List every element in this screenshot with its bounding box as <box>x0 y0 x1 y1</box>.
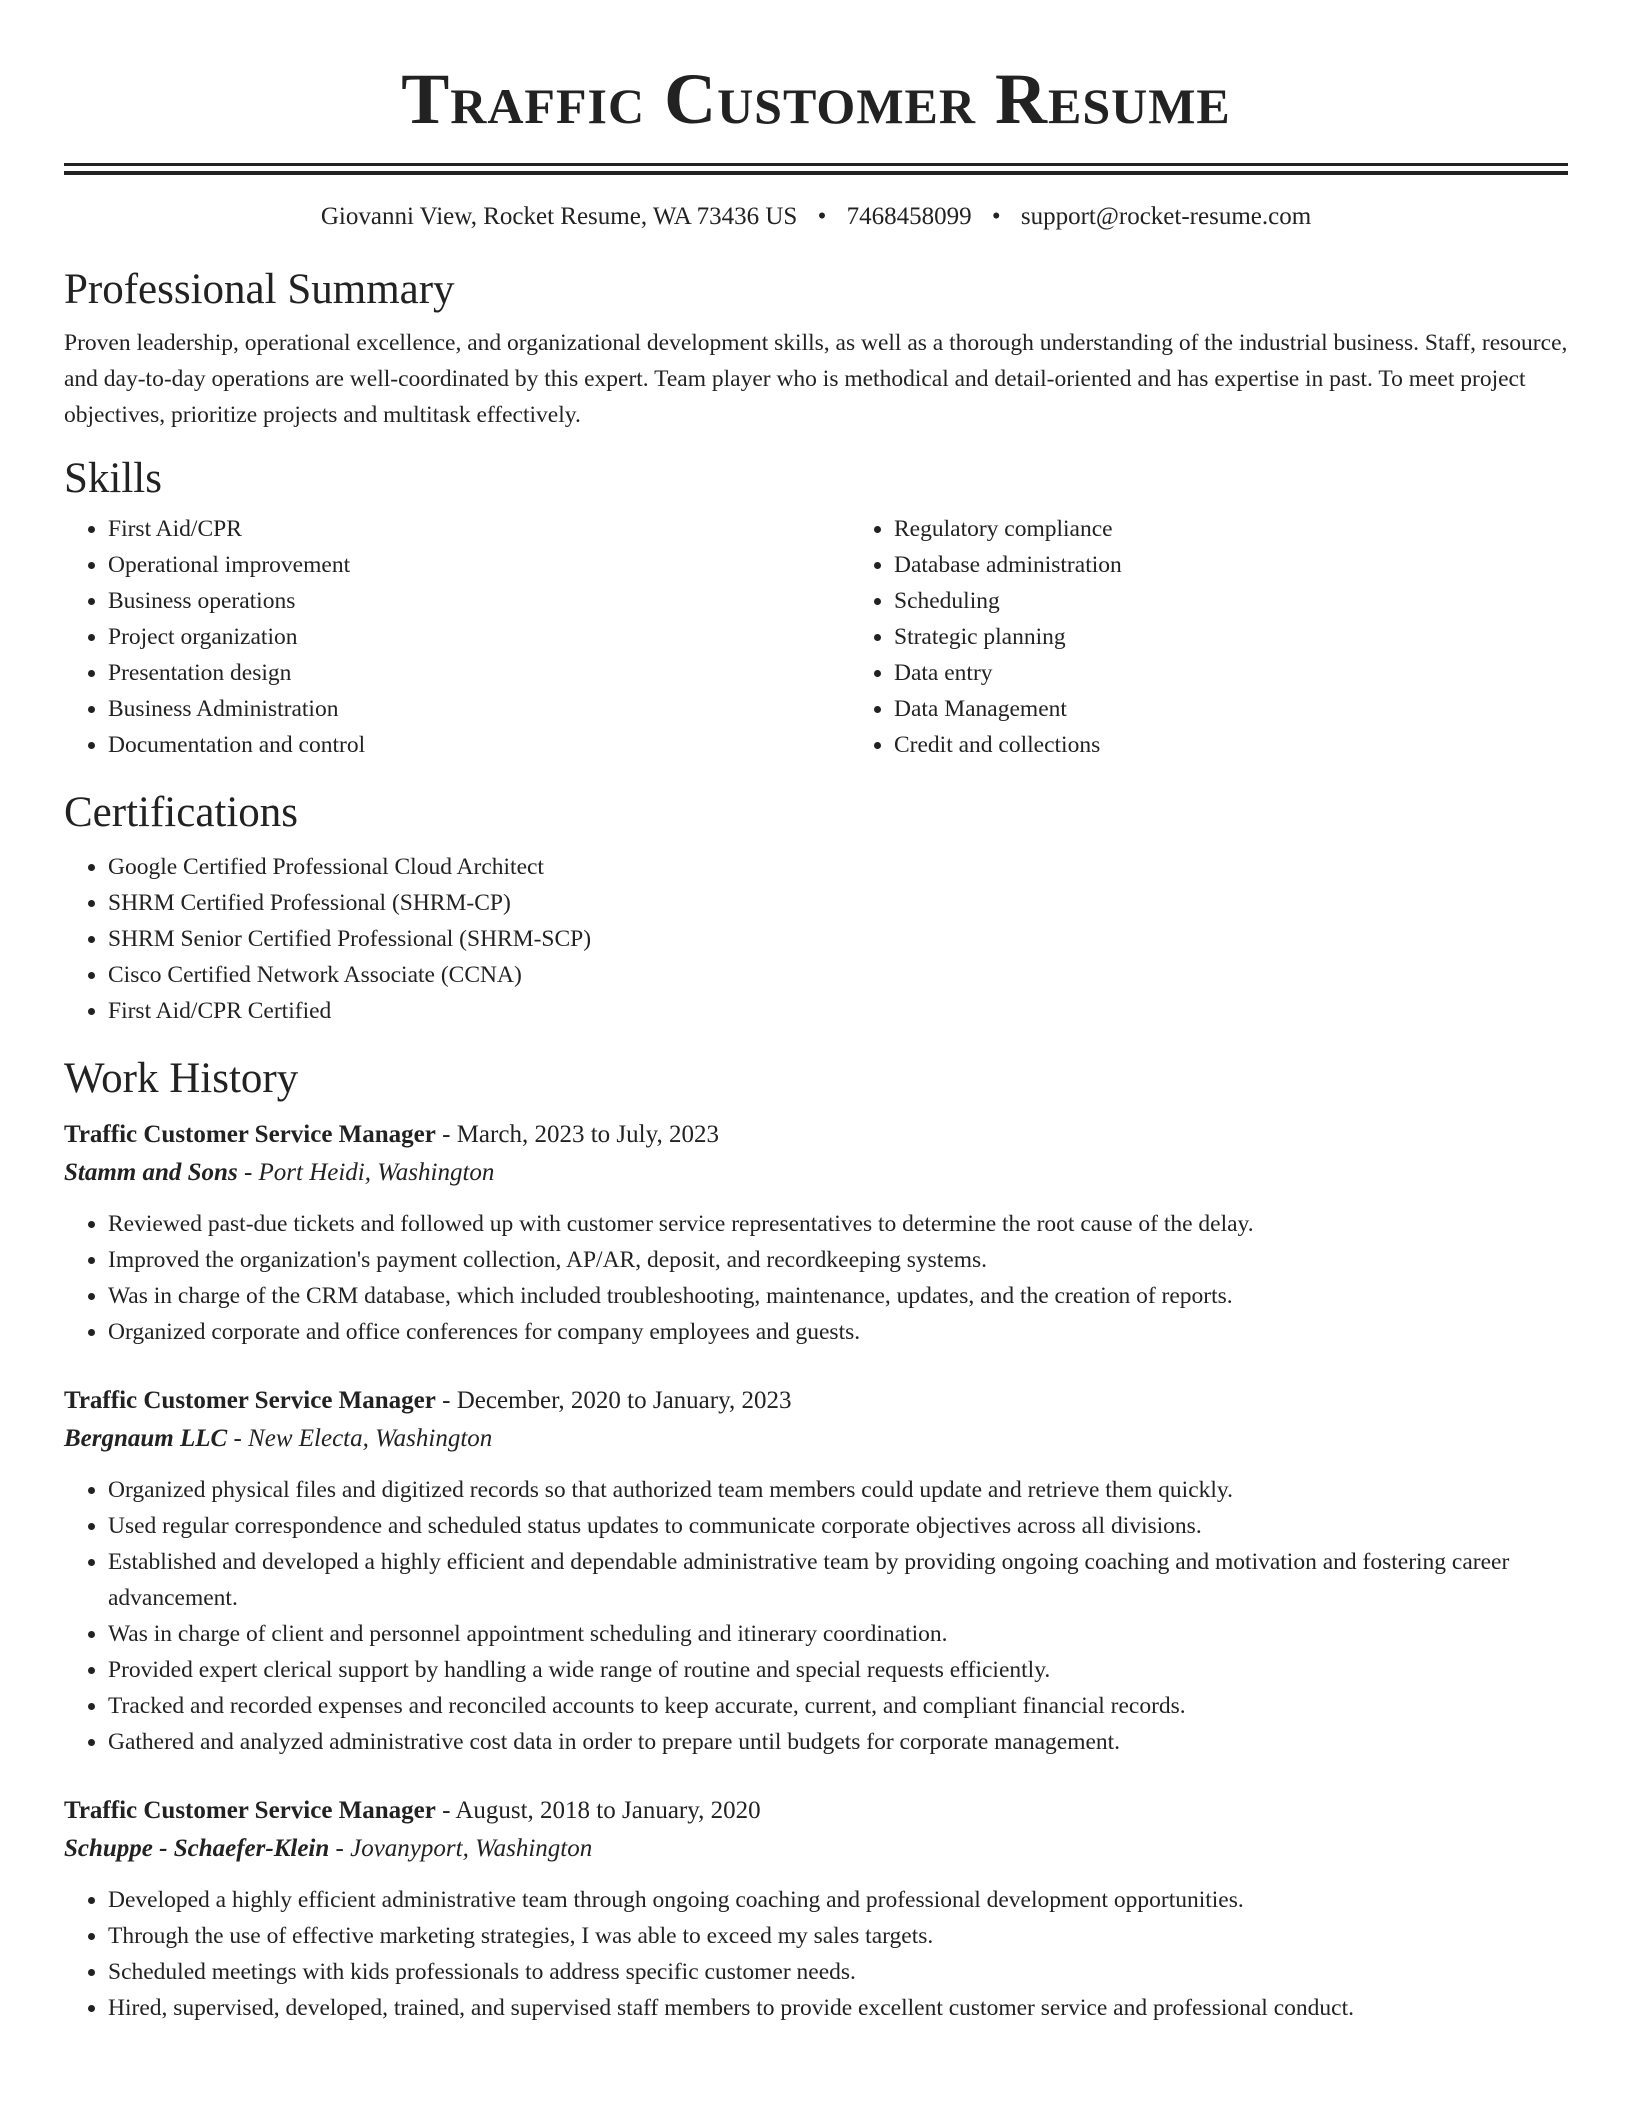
resume-title: Traffic Customer Resume <box>401 59 1231 139</box>
list-item: • Organized corporate and office conferences for company employees and guests. <box>108 1314 1568 1350</box>
skills-list-right <box>850 511 1632 763</box>
list-item: • Data entry <box>894 655 1632 691</box>
list-item: • Hired, supervised, developed, trained, and supervised staff members to provide excellent customer service and professional conduct. <box>108 1990 1568 2026</box>
job-title: Traffic Customer Service Manager <box>64 1387 436 1415</box>
list-item: • Strategic planning <box>894 619 1632 655</box>
list-item: • Established and developed a highly efficient and dependable administrative team by providing ongoing coaching and motivation and fostering career advancement. <box>108 1544 1568 1616</box>
resume-page <box>64 0 1568 2026</box>
summary-heading: Professional Summary <box>64 265 455 313</box>
list-item: • Business operations <box>108 583 850 619</box>
list-item: • Operational improvement <box>108 547 850 583</box>
job-dates: - December, 2020 to January, 2023 <box>435 1387 792 1415</box>
list-item: • Business Administration <box>108 691 850 727</box>
job-company-line <box>64 1420 1568 1458</box>
list-item: • Scheduled meetings with kids professionals to address specific customer needs. <box>108 1954 1568 1990</box>
skills-list-left <box>64 511 850 763</box>
contact-email[interactable]: support@rocket-resume.com <box>1020 202 1312 230</box>
list-item: • Reviewed past-due tickets and followed up with customer service representatives to determine the root cause of the delay. <box>108 1206 1568 1242</box>
skills-section <box>64 453 1568 763</box>
list-item: • Used regular correspondence and scheduled status updates to communicate corporate objectives across all divisions. <box>108 1508 1568 1544</box>
job-entry <box>64 1792 1568 2026</box>
certifications-list <box>64 849 1568 1029</box>
job-location: - New Electa, Washington <box>227 1425 493 1453</box>
job-company: Schuppe - Schaefer-Klein <box>64 1835 330 1863</box>
contact-line <box>64 202 1568 232</box>
list-item: • Google Certified Professional Cloud Architect <box>108 849 1568 885</box>
certifications-heading: Certifications <box>64 788 299 836</box>
job-dates: - August, 2018 to January, 2020 <box>435 1797 761 1825</box>
list-item: • Tracked and recorded expenses and reconciled accounts to keep accurate, current, and compliant financial records. <box>108 1688 1568 1724</box>
list-item: • Documentation and control <box>108 727 850 763</box>
list-item: • Credit and collections <box>894 727 1632 763</box>
list-item: • Was in charge of client and personnel appointment scheduling and itinerary coordination. <box>108 1616 1568 1652</box>
list-item: • Regulatory compliance <box>894 511 1632 547</box>
contact-phone: 7468458099 <box>846 202 972 230</box>
job-bullets <box>64 1206 1568 1350</box>
job-title-line <box>64 1116 1568 1154</box>
contact-address: Giovanni View, Rocket Resume, WA 73436 US <box>320 202 798 230</box>
job-dates: - March, 2023 to July, 2023 <box>435 1121 719 1149</box>
job-location: - Port Heidi, Washington <box>237 1159 495 1187</box>
summary-section <box>64 264 1568 434</box>
list-item: • Through the use of effective marketing strategies, I was able to exceed my sales targets. <box>108 1918 1568 1954</box>
contact-separator: • <box>817 202 827 230</box>
job-location: - Jovanyport, Washington <box>329 1835 593 1863</box>
list-item: • Organized physical files and digitized records so that authorized team members could update and retrieve them quickly. <box>108 1472 1568 1508</box>
certifications-section <box>64 787 1568 1029</box>
title-double-rule <box>64 163 1568 166</box>
list-item: • Was in charge of the CRM database, which included troubleshooting, maintenance, updates, and the creation of reports. <box>108 1278 1568 1314</box>
list-item: • Database administration <box>894 547 1632 583</box>
job-entry <box>64 1382 1568 1760</box>
job-company: Stamm and Sons <box>64 1159 238 1187</box>
work-history-heading: Work History <box>64 1054 299 1102</box>
job-company-line <box>64 1830 1568 1868</box>
list-item: • Scheduling <box>894 583 1632 619</box>
job-title: Traffic Customer Service Manager <box>64 1797 436 1825</box>
skills-heading: Skills <box>64 455 162 503</box>
list-item: • SHRM Certified Professional (SHRM-CP) <box>108 885 1568 921</box>
list-item: • Cisco Certified Network Associate (CCNA) <box>108 957 1568 993</box>
contact-separator: • <box>991 202 1001 230</box>
job-company-line <box>64 1154 1568 1192</box>
job-title-line <box>64 1792 1568 1830</box>
job-company: Bergnaum LLC <box>64 1425 228 1453</box>
job-bullets <box>64 1882 1568 2026</box>
job-title-line <box>64 1382 1568 1420</box>
skills-columns <box>64 511 1568 763</box>
list-item: • SHRM Senior Certified Professional (SHRM-SCP) <box>108 921 1568 957</box>
list-item: • Presentation design <box>108 655 850 691</box>
list-item: • First Aid/CPR Certified <box>108 993 1568 1029</box>
job-title: Traffic Customer Service Manager <box>64 1121 436 1149</box>
list-item: • Improved the organization's payment collection, AP/AR, deposit, and recordkeeping systems. <box>108 1242 1568 1278</box>
job-bullets <box>64 1472 1568 1760</box>
work-history-section <box>64 1053 1568 2027</box>
summary-text: Proven leadership, operational excellence, and organizational development skills, as well as a thorough understanding of the industrial business. Staff, resource, and day-to-day operations are well-coordinated by this expert. Team player who is methodical and detail-oriented and has expertise in past. To meet project objectives, prioritize projects and multitask effectively. <box>64 330 1568 429</box>
list-item: • Developed a highly efficient administrative team through ongoing coaching and professional development opportunities. <box>108 1882 1568 1918</box>
list-item: • Data Management <box>894 691 1632 727</box>
list-item: • Provided expert clerical support by handling a wide range of routine and special requests efficiently. <box>108 1652 1568 1688</box>
list-item: • Gathered and analyzed administrative cost data in order to prepare until budgets for corporate management. <box>108 1724 1568 1760</box>
job-entry <box>64 1116 1568 1350</box>
list-item: • Project organization <box>108 619 850 655</box>
list-item: • First Aid/CPR <box>108 511 850 547</box>
